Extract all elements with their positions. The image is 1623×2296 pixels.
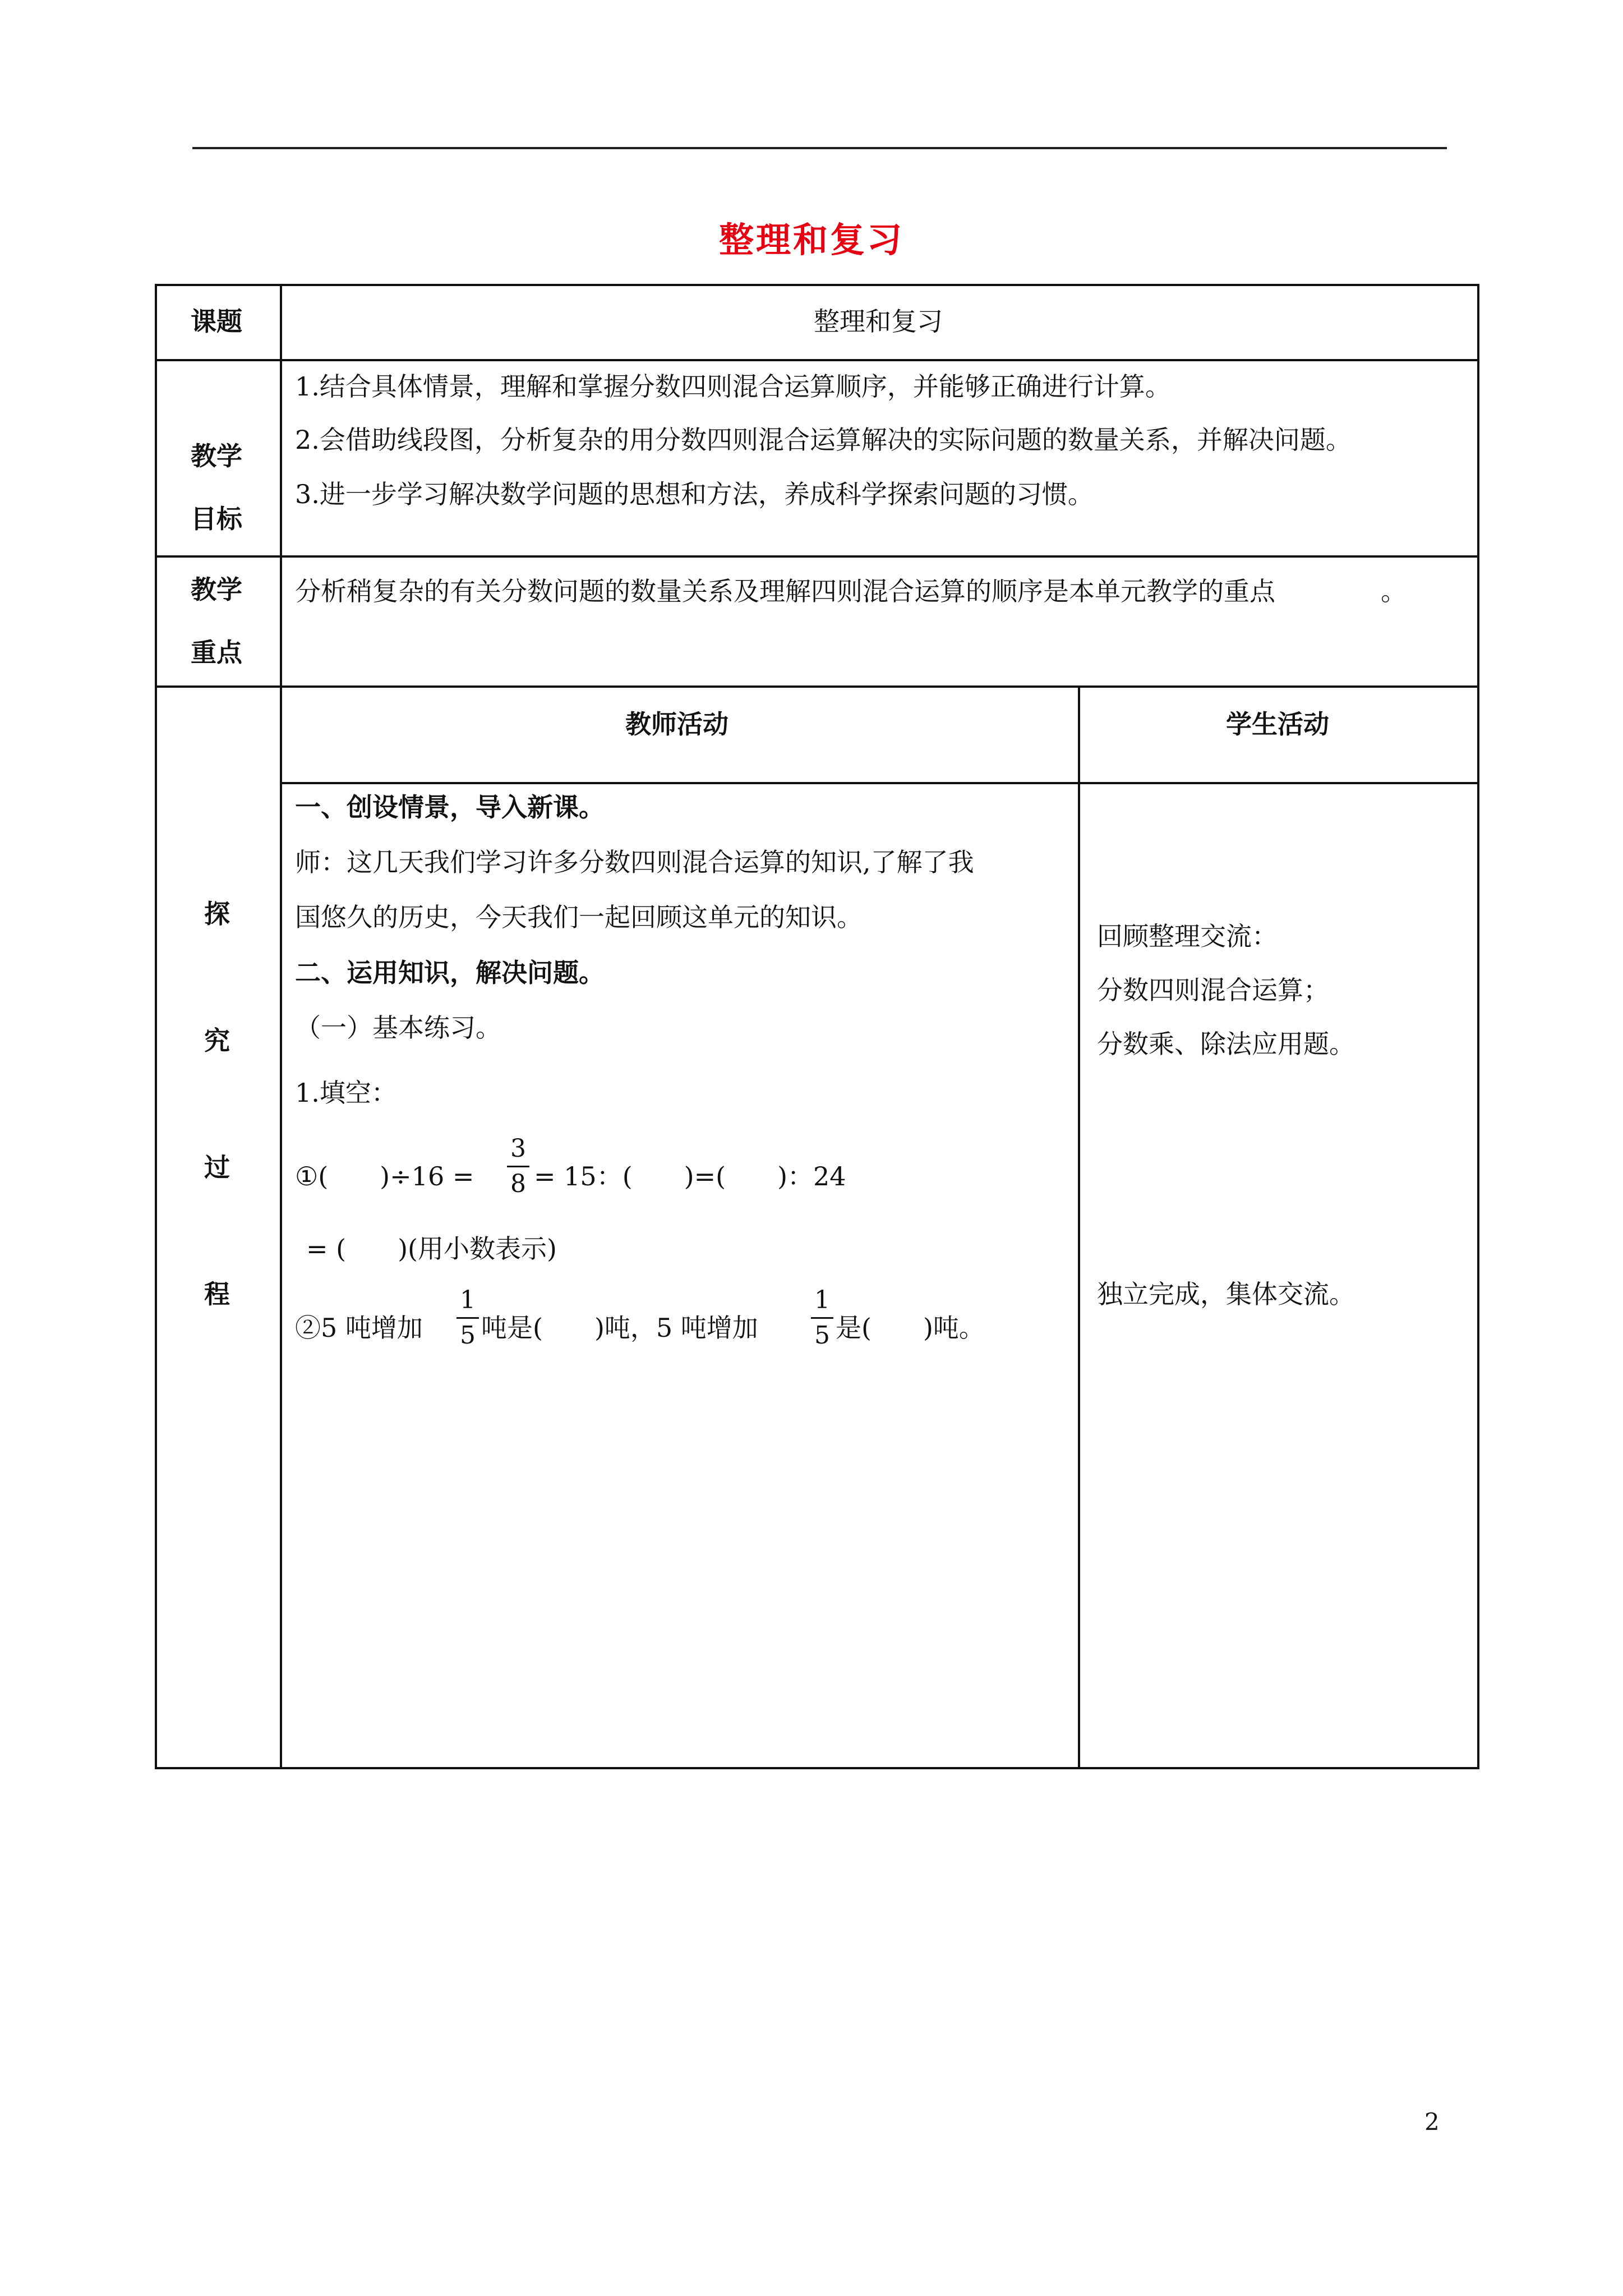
objectives-label-line2: 目标 [191,504,242,534]
teacher-paragraph-line-2: 国悠久的历史，今天我们一起回顾这单元的知识。 [295,902,863,932]
table-border-bottom [155,1767,1479,1769]
student-activity-line-3: 分数乘、除法应用题。 [1097,1029,1355,1059]
label-column-divider [280,284,282,1769]
equation-2-denominator-2: 5 [814,1321,830,1350]
equation-2-fraction-1 [457,1288,479,1348]
process-label-char-2: 究 [204,1025,230,1056]
equation-2-part-1: ②5 吨增加 [295,1313,423,1343]
row-divider-3 [155,685,1479,688]
topic-label: 课题 [191,306,242,337]
student-activity-line-1: 回顾整理交流： [1097,921,1278,951]
teacher-subsection-basic-practice: （一）基本练习。 [295,1013,501,1043]
equation-2-fraction-bar-1 [457,1317,479,1319]
equation-1-fraction [507,1134,529,1198]
table-border-left [155,284,157,1769]
equation-1-right: = 15：( )=( )：24 [534,1161,846,1191]
process-label-char-4: 程 [204,1279,230,1309]
equation-2-part-3: 是( )吨。 [836,1313,985,1343]
table-border-right [1477,284,1479,1769]
key-points-text: 分析稍复杂的有关分数问题的数量关系及理解四则混合运算的顺序是本单元教学的重点 [295,576,1275,606]
equation-1-decimal-line: = ( )(用小数表示) [306,1234,557,1264]
student-activity-line-4: 独立完成，集体交流。 [1097,1279,1355,1309]
objective-item-3: 3.进一步学习解决数学问题的思想和方法，养成科学探索问题的习惯。 [295,479,1094,509]
teacher-section-1-heading: 一、创设情景，导入新课。 [295,792,605,822]
page-number: 2 [1424,2108,1440,2136]
student-activity-line-2: 分数四则混合运算； [1097,975,1329,1005]
equation-2-denominator-1: 5 [460,1321,476,1350]
equation-1-left: ①( )÷16 = [295,1161,474,1191]
teacher-section-2-heading: 二、运用知识，解决问题。 [295,958,605,988]
key-points-label-line2: 重点 [191,637,242,668]
equation-1-numerator: 3 [510,1134,526,1163]
teacher-paragraph-line-1: 师：这几天我们学习许多分数四则混合运算的知识,了解了我 [295,847,974,877]
topic-value: 整理和复习 [814,306,943,337]
document-title: 整理和复习 [718,219,904,260]
key-points-end-mark: 。 [1381,576,1407,606]
activity-column-divider [1078,685,1080,1769]
equation-2-numerator-1: 1 [460,1286,476,1314]
row-divider-1 [155,359,1479,361]
equation-1-fraction-bar [507,1166,529,1167]
process-header-divider [280,782,1479,784]
objective-item-1: 1.结合具体情景，理解和掌握分数四则混合运算顺序，并能够正确进行计算。 [295,371,1171,402]
objective-item-2: 2.会借助线段图，分析复杂的用分数四则混合运算解决的实际问题的数量关系，并解决问题。 [295,425,1352,455]
equation-2-fraction-2 [811,1288,833,1348]
row-divider-2 [155,555,1479,558]
teacher-activity-header: 教师活动 [625,709,728,739]
header-rule [192,147,1447,149]
equation-2-part-2: 吨是( )吨，5 吨增加 [481,1313,758,1343]
process-label-char-3: 过 [204,1152,230,1182]
table-border-top [155,284,1479,286]
lesson-plan-table [155,284,1479,1769]
objectives-label-line1: 教学 [191,441,242,471]
key-points-label-line1: 教学 [191,574,242,605]
teacher-item-fill-blank: 1.填空： [295,1078,397,1108]
equation-1-denominator: 8 [510,1170,526,1198]
process-label-char-1: 探 [204,899,230,929]
student-activity-header: 学生活动 [1226,709,1329,739]
equation-2-fraction-bar-2 [811,1317,833,1319]
equation-2-numerator-2: 1 [814,1286,830,1314]
